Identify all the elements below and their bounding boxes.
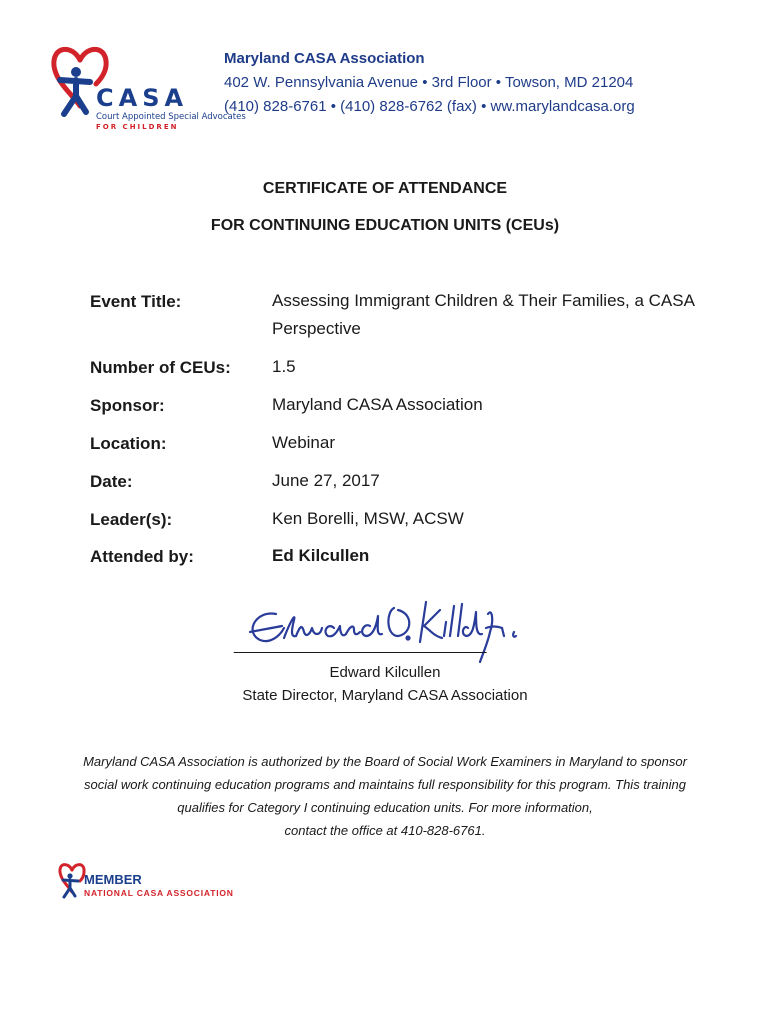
detail-value: Maryland CASA Association <box>272 395 483 414</box>
logo-subtitle: Court Appointed Special Advocates <box>96 112 246 122</box>
org-name: Maryland CASA Association <box>224 50 425 67</box>
detail-label: Date: <box>90 472 133 491</box>
certificate-title: CERTIFICATE OF ATTENDANCE <box>262 180 508 197</box>
detail-value: Ed Kilcullen <box>272 546 370 565</box>
signer-title: State Director, Maryland CASA Association <box>242 687 528 704</box>
logo-tagline: FOR CHILDREN <box>96 123 179 131</box>
detail-value: 1.5 <box>272 357 296 376</box>
casa-logo <box>50 40 246 131</box>
org-contact-block <box>224 47 635 119</box>
detail-value: Webinar <box>272 433 335 452</box>
detail-label: Attended by: <box>90 547 194 566</box>
logo-wordmark: CASA <box>96 84 189 112</box>
detail-value: Ken Borelli, MSW, ACSW <box>272 509 464 528</box>
detail-value: Assessing Immigrant Children & Their Families, a CASA Perspective <box>272 291 695 338</box>
member-org: NATIONAL CASA ASSOCIATION <box>84 888 234 898</box>
member-badge <box>58 860 258 900</box>
signer-name: Edward Kilcullen <box>329 664 441 681</box>
signature-line: ______________________________ <box>234 637 486 654</box>
accreditation-contact: contact the office at 410-828-6761. <box>284 823 486 838</box>
org-phone-web: (410) 828-6761 • (410) 828-6762 (fax) • ww.marylandcasa.org <box>224 98 635 115</box>
member-label: MEMBER <box>84 872 142 887</box>
detail-label: Leader(s): <box>90 510 173 529</box>
casa-heart-person-icon <box>58 860 86 900</box>
org-address: 402 W. Pennsylvania Avenue • 3rd Floor • Towson, MD 21204 <box>224 74 634 91</box>
accreditation-text: Maryland CASA Association is authorized by the Board of Social Work Examiners in Maryland to sponsor social work continuing education programs and maintains full responsibility for this program. This training qualifies for Category I continuing education units. For more information, <box>83 754 687 815</box>
detail-label: Number of CEUs: <box>90 358 231 377</box>
detail-label: Location: <box>90 434 167 453</box>
detail-label: Sponsor: <box>90 396 165 415</box>
accreditation-note <box>80 750 690 842</box>
certificate-subtitle: FOR CONTINUING EDUCATION UNITS (CEUs) <box>210 217 560 234</box>
detail-label: Event Title: <box>90 292 182 311</box>
handwritten-signature <box>236 592 536 667</box>
detail-value: June 27, 2017 <box>272 471 380 490</box>
